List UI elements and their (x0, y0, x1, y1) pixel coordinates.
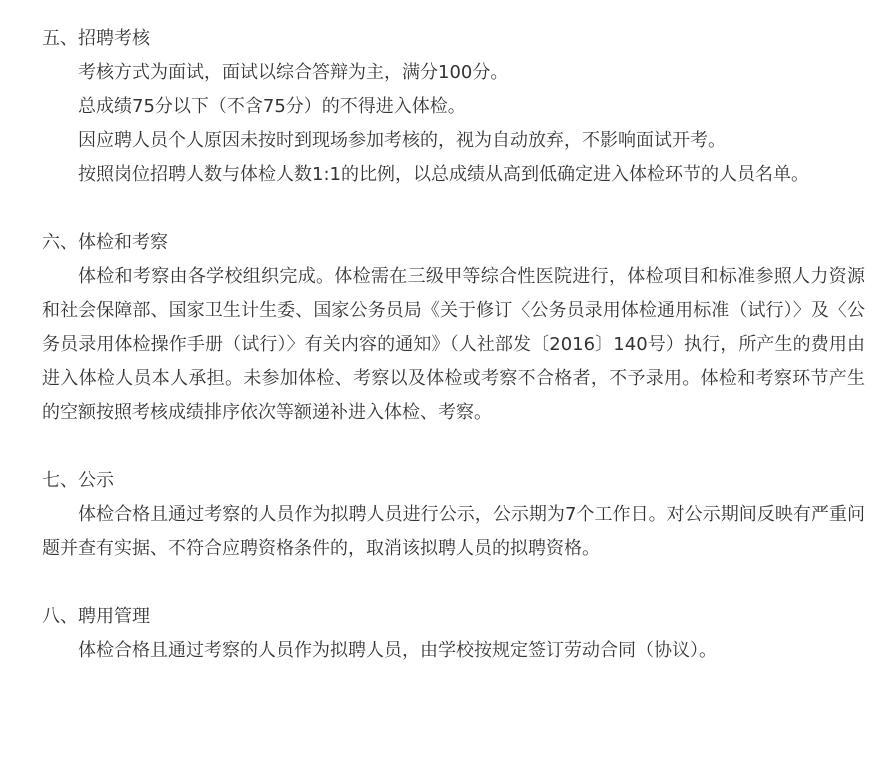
section-spacer (42, 430, 865, 464)
section-recruitment-assessment (42, 22, 865, 192)
paragraph: 考核方式为面试，面试以综合答辩为主，满分100分。 (78, 62, 509, 83)
section-publicity (42, 464, 865, 566)
section-title: 七、公示 (42, 470, 114, 491)
paragraph: 体检合格且通过考察的人员作为拟聘人员进行公示，公示期为7个工作日。对公示期间反映有严重问题并查有实据、不符合应聘资格条件的，取消该拟聘人员的拟聘资格。 (42, 504, 865, 559)
paragraph: 按照岗位招聘人数与体检人数1:1的比例，以总成绩从高到低确定进入体检环节的人员名单。 (78, 164, 809, 185)
paragraph: 体检合格且通过考察的人员作为拟聘人员，由学校按规定签订劳动合同（协议）。 (78, 640, 717, 661)
section-title: 八、聘用管理 (42, 606, 150, 627)
section-title: 五、招聘考核 (42, 28, 150, 49)
paragraph: 因应聘人员个人原因未按时到现场参加考核的，视为自动放弃，不影响面试开考。 (78, 130, 726, 151)
section-spacer (42, 192, 865, 226)
section-spacer (42, 566, 865, 600)
paragraph: 体检和考察由各学校组织完成。体检需在三级甲等综合性医院进行，体检项目和标准参照人力资源和社会保障部、国家卫生计生委、国家公务员局《关于修订〈公务员录用体检通用标准（试行）〉及〈公务员录用体检操作手册（试行）〉有关内容的通知》（人社部发〔2016〕140号）执行，所产生的费用由进入体检人员本人承担。未参加体检、考察以及体检或考察不合格者，不予录用。体检和考察环节产生的空额按照考核成绩排序依次等额递补进入体检、考察。 (42, 266, 865, 423)
section-title: 六、体检和考察 (42, 232, 168, 253)
section-medical-exam (42, 226, 865, 430)
paragraph: 总成绩75分以下（不含75分）的不得进入体检。 (78, 96, 466, 117)
section-employment-management (42, 600, 865, 668)
